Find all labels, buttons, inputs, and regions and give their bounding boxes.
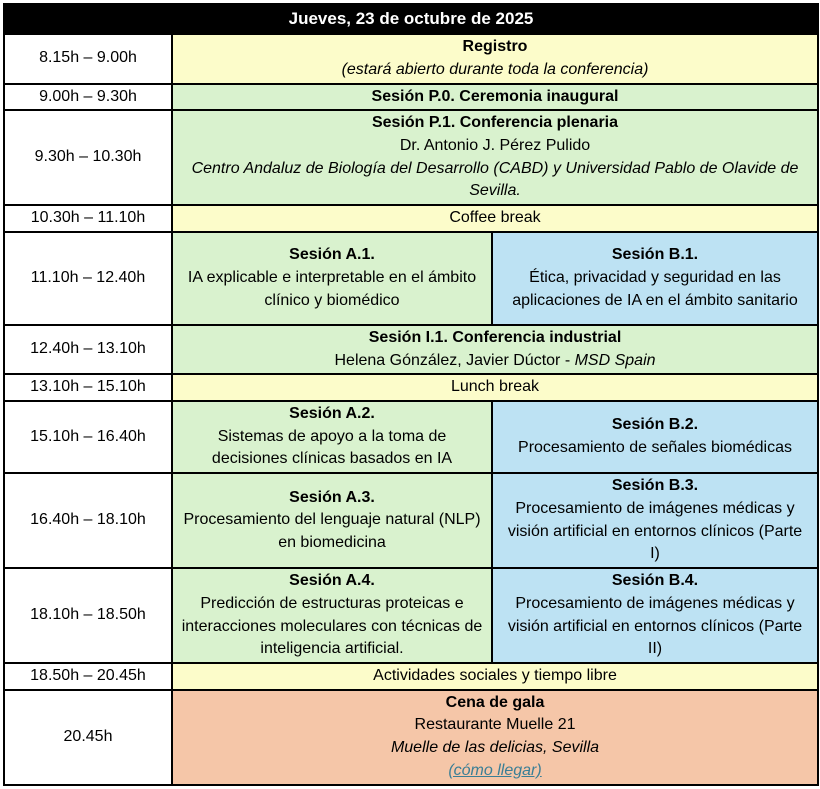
table-row	[4, 663, 818, 690]
session-cell-registro	[172, 34, 818, 83]
session-description: Sistemas de apoyo a la toma de decisiones clínicas basados en IA	[211, 427, 453, 468]
venue-name: Restaurante Muelle 21	[414, 716, 576, 734]
conference-day-schedule-table	[3, 3, 819, 786]
table-row	[4, 84, 818, 111]
day-header-row	[4, 4, 818, 34]
event-title: Cena de gala	[445, 693, 545, 711]
time-cell: 18.10h – 18.50h	[4, 568, 172, 663]
session-description: Procesamiento de imágenes médicas y visión artificial en entornos clínicos (Parte I)	[507, 499, 803, 563]
session-title: Sesión P.0. Ceremonia inaugural	[371, 87, 619, 105]
session-cell-b1	[492, 232, 818, 325]
time-cell: 9.00h – 9.30h	[4, 84, 172, 111]
time-cell: 15.10h – 16.40h	[4, 401, 172, 473]
session-title: Sesión P.1. Conferencia plenaria	[371, 114, 619, 132]
session-note: (estará abierto durante toda la conferencia)	[341, 60, 649, 78]
session-title: Sesión B.2.	[611, 416, 699, 434]
session-description: Procesamiento de imágenes médicas y visión artificial en entornos clínicos (Parte II)	[507, 594, 803, 658]
break-cell-coffee	[172, 205, 818, 232]
session-cell-b3	[492, 473, 818, 568]
table-row	[4, 232, 818, 325]
day-title: Jueves, 23 de octubre de 2025	[4, 4, 818, 34]
session-cell-b2	[492, 401, 818, 473]
link-line	[181, 760, 809, 783]
time-cell: 8.15h – 9.00h	[4, 34, 172, 83]
session-cell-a3	[172, 473, 492, 568]
session-description: IA explicable e interpretable en el ámbito clínico y biomédico	[187, 269, 477, 309]
time-cell: 18.50h – 20.45h	[4, 663, 172, 690]
session-cell-gala-dinner	[172, 690, 818, 785]
venue-address: Muelle de las delicias, Sevilla	[390, 739, 600, 757]
session-description: Predicción de estructuras proteicas e interacciones moleculares con técnicas de inteligencia artificial.	[181, 594, 483, 658]
session-cell-i1	[172, 325, 818, 374]
session-description: Procesamiento de señales biomédicas	[518, 439, 792, 457]
session-title: Sesión A.4.	[289, 572, 375, 590]
time-cell: 12.40h – 13.10h	[4, 325, 172, 374]
session-cell-a4	[172, 568, 492, 663]
break-cell-lunch	[172, 374, 818, 401]
session-title: Sesión B.4.	[611, 572, 699, 590]
table-row	[4, 205, 818, 232]
break-label: Coffee break	[449, 209, 541, 227]
table-row	[4, 325, 818, 374]
session-cell-b4	[492, 568, 818, 663]
session-cell-a2	[172, 401, 492, 473]
break-label: Actividades sociales y tiempo libre	[373, 666, 617, 684]
session-cell-p1	[172, 110, 818, 205]
time-cell: 13.10h – 15.10h	[4, 374, 172, 401]
session-cell-a1	[172, 232, 492, 325]
speaker-line	[181, 350, 809, 373]
session-title: Sesión A.1.	[289, 246, 375, 264]
session-title: Sesión A.2.	[289, 405, 375, 423]
session-description: Procesamiento del lenguaje natural (NLP) en biomedicina	[183, 511, 481, 551]
time-cell: 11.10h – 12.40h	[4, 232, 172, 325]
session-title: Registro	[462, 38, 528, 56]
session-title: Sesión B.1.	[611, 246, 699, 264]
table-row	[4, 568, 818, 663]
directions-link[interactable]: (cómo llegar)	[448, 761, 542, 779]
speaker-affiliation: Centro Andaluz de Biología del Desarrollo (CABD) y Universidad Pablo de Olavide de Sevilla.	[191, 159, 799, 200]
speaker-name: Dr. Antonio J. Pérez Pulido	[399, 137, 591, 154]
company-name: MSD Spain	[574, 351, 656, 369]
session-title: Sesión A.3.	[289, 488, 375, 506]
time-cell: 9.30h – 10.30h	[4, 110, 172, 205]
time-cell: 20.45h	[4, 690, 172, 785]
table-row	[4, 401, 818, 473]
table-row	[4, 374, 818, 401]
table-row	[4, 473, 818, 568]
break-cell-social	[172, 663, 818, 690]
time-cell: 10.30h – 11.10h	[4, 205, 172, 232]
session-title: Sesión B.3.	[611, 477, 699, 495]
table-row	[4, 110, 818, 205]
table-row	[4, 690, 818, 785]
session-description: Ética, privacidad y seguridad en las aplicaciones de IA en el ámbito sanitario	[512, 269, 798, 309]
time-cell: 16.40h – 18.10h	[4, 473, 172, 568]
break-label: Lunch break	[450, 378, 540, 396]
table-row	[4, 34, 818, 83]
session-title: Sesión I.1. Conferencia industrial	[368, 328, 622, 346]
speaker-names: Helena Gónzález, Javier Dúctor -	[334, 351, 575, 369]
session-cell-p0	[172, 84, 818, 111]
